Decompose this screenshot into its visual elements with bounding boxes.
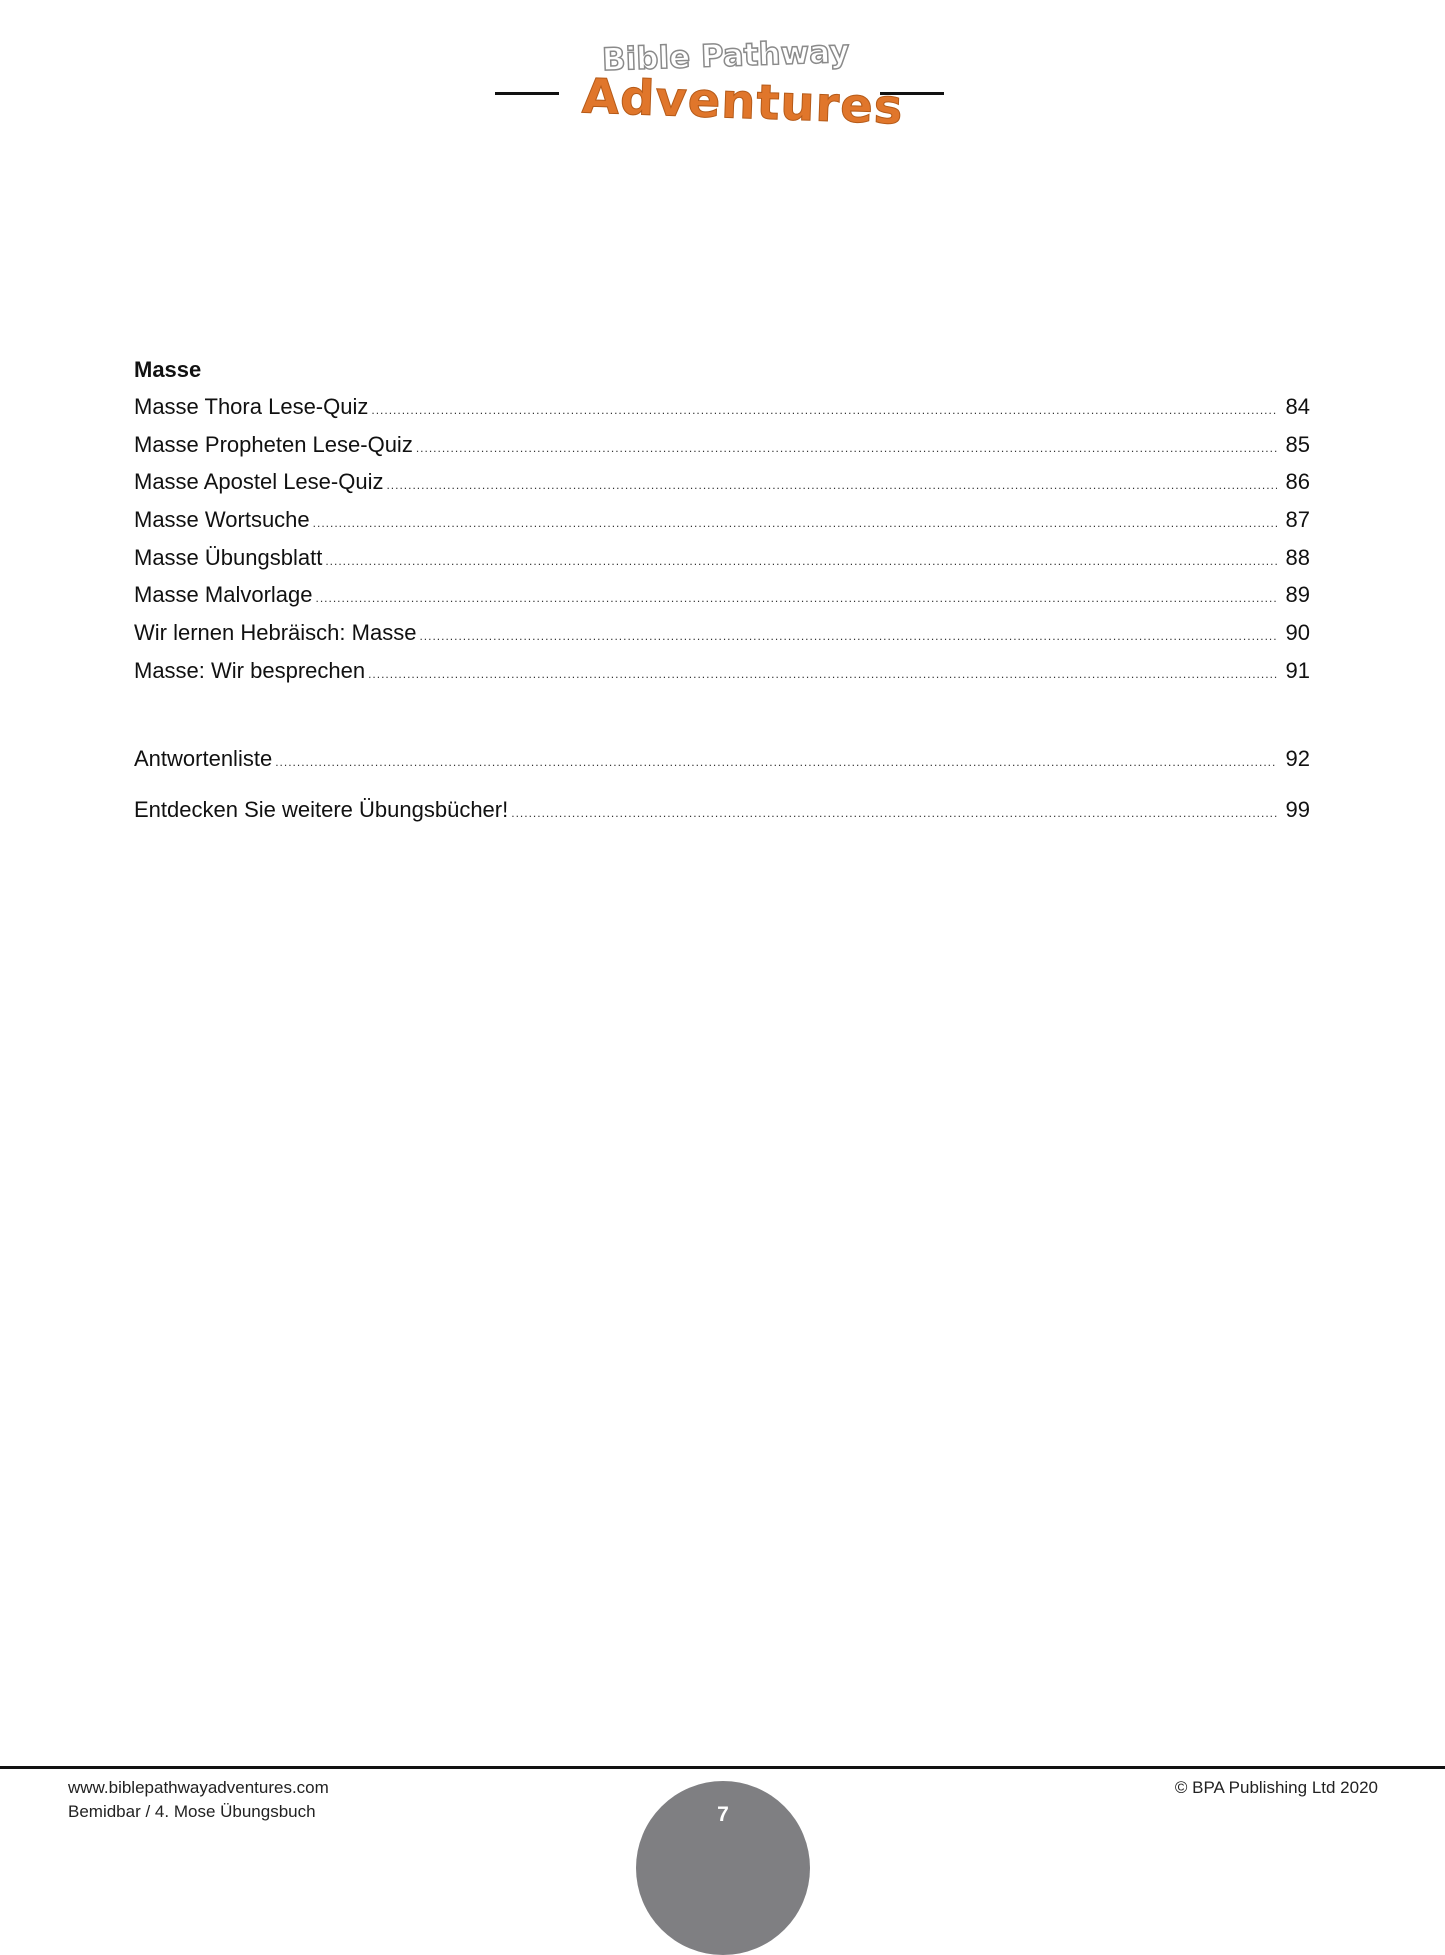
toc-entry-label: Masse Übungsblatt bbox=[134, 544, 323, 570]
toc-entry-label: Masse: Wir besprechen bbox=[134, 657, 366, 683]
toc-entry-label: Entdecken Sie weitere Übungsbücher! bbox=[134, 797, 509, 823]
toc-entry-discover-more[interactable] bbox=[134, 791, 1310, 829]
toc-entry-page: 91 bbox=[1285, 657, 1310, 683]
toc-entry-label: Masse Apostel Lese-Quiz bbox=[134, 469, 384, 495]
dot-leader bbox=[416, 430, 1277, 468]
toc-entry[interactable] bbox=[134, 652, 1310, 690]
footer-book-title: Bemidbar / 4. Mose Übungsbuch bbox=[68, 1802, 316, 1821]
toc-entry[interactable] bbox=[134, 576, 1310, 614]
footer-left bbox=[68, 1776, 329, 1824]
page-number: 7 bbox=[717, 1803, 729, 1826]
logo-text-bible-pathway: Bible Pathway bbox=[601, 33, 850, 79]
toc-section-heading: Masse bbox=[134, 357, 202, 382]
footer-divider bbox=[0, 1766, 1445, 1769]
footer-website[interactable]: www.biblepathwayadventures.com bbox=[68, 1778, 329, 1797]
dot-leader bbox=[419, 618, 1277, 656]
dot-leader bbox=[511, 795, 1277, 833]
toc-entry-page: 86 bbox=[1285, 469, 1310, 495]
toc-entry[interactable] bbox=[134, 501, 1310, 539]
dot-leader bbox=[313, 505, 1277, 543]
toc-entry-label: Masse Malvorlage bbox=[134, 582, 313, 608]
toc-entry[interactable] bbox=[134, 539, 1310, 577]
toc-entry[interactable] bbox=[134, 388, 1310, 426]
toc-entry-page: 90 bbox=[1285, 620, 1310, 646]
toc-entry[interactable] bbox=[134, 426, 1310, 464]
toc-entry-answer-key[interactable] bbox=[134, 740, 1310, 778]
toc-entry[interactable] bbox=[134, 463, 1310, 501]
toc-entry-page: 85 bbox=[1285, 431, 1310, 457]
dot-leader bbox=[316, 580, 1277, 618]
toc-entry-label: Masse Wortsuche bbox=[134, 507, 310, 533]
table-of-contents bbox=[134, 352, 1310, 829]
toc-entry-label: Masse Thora Lese-Quiz bbox=[134, 394, 369, 419]
dot-leader bbox=[368, 656, 1277, 694]
dot-leader bbox=[275, 744, 1277, 782]
toc-entry-label: Masse Propheten Lese-Quiz bbox=[134, 431, 413, 457]
dot-leader bbox=[371, 392, 1277, 430]
toc-entry-label: Wir lernen Hebräisch: Masse bbox=[134, 620, 417, 646]
toc-spacer bbox=[134, 690, 1310, 740]
footer-copyright: © BPA Publishing Ltd 2020 bbox=[1174, 1778, 1378, 1797]
toc-entry-page: 92 bbox=[1285, 745, 1310, 771]
dot-leader bbox=[325, 543, 1277, 581]
toc-entry[interactable] bbox=[134, 614, 1310, 652]
toc-entry-page: 87 bbox=[1285, 507, 1310, 533]
toc-entry-label: Antwortenliste bbox=[134, 745, 273, 771]
toc-entry-page: 99 bbox=[1285, 797, 1310, 823]
toc-entry-page: 89 bbox=[1285, 582, 1310, 608]
toc-entry-page: 84 bbox=[1285, 394, 1310, 419]
bible-pathway-adventures-logo bbox=[490, 33, 960, 136]
logo-text-adventures: Adventures bbox=[581, 68, 905, 136]
toc-entry-page: 88 bbox=[1285, 544, 1310, 570]
dot-leader bbox=[386, 467, 1277, 505]
